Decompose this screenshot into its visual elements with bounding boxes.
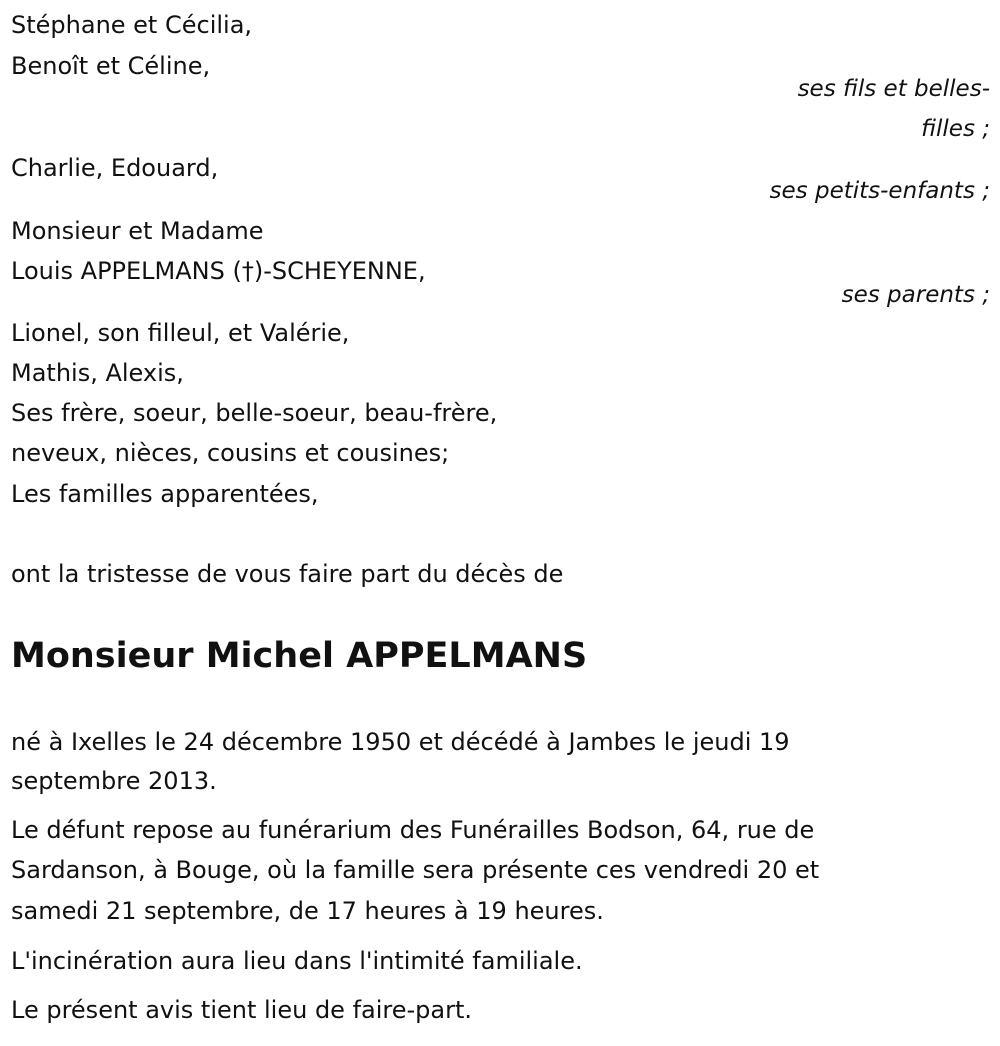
- birth-death-line-2: septembre 2013.: [11, 767, 217, 795]
- grandchildren-label: ses petits-enfants ;: [769, 178, 990, 204]
- parents-line-2: Louis APPELMANS (†)-SCHEYENNE,: [11, 257, 426, 285]
- announcement-text: ont la tristesse de vous faire part du décès de: [11, 560, 564, 588]
- sons-line-1: Stéphane et Cécilia,: [11, 11, 253, 39]
- notice-text: Le présent avis tient lieu de faire-part.: [11, 996, 473, 1024]
- relatives-line-4: neveux, nièces, cousins et cousines;: [11, 439, 450, 467]
- grandchildren-line: Charlie, Edouard,: [11, 154, 219, 182]
- relatives-line-1: Lionel, son filleul, et Valérie,: [11, 319, 350, 347]
- deceased-name: Monsieur Michel APPELMANS: [11, 636, 588, 676]
- parents-label: ses parents ;: [841, 282, 990, 308]
- birth-death-line-1: né à Ixelles le 24 décembre 1950 et décédé à Jambes le jeudi 19: [11, 728, 790, 756]
- relatives-line-2: Mathis, Alexis,: [11, 359, 184, 387]
- funerarium-line-3: samedi 21 septembre, de 17 heures à 19 heures.: [11, 897, 604, 925]
- relatives-line-5: Les familles apparentées,: [11, 480, 319, 508]
- parents-line-1: Monsieur et Madame: [11, 217, 264, 245]
- funerarium-line-2: Sardanson, à Bouge, où la famille sera présente ces vendredi 20 et: [11, 856, 820, 884]
- relatives-line-3: Ses frère, soeur, belle-soeur, beau-frère,: [11, 399, 498, 427]
- sons-label-line-2: filles ;: [921, 116, 990, 142]
- sons-label-line-1: ses fils et belles-: [797, 76, 990, 102]
- cremation-text: L'incinération aura lieu dans l'intimité familiale.: [11, 947, 583, 975]
- funerarium-line-1: Le défunt repose au funérarium des Funérailles Bodson, 64, rue de: [11, 816, 815, 844]
- sons-line-2: Benoît et Céline,: [11, 52, 211, 80]
